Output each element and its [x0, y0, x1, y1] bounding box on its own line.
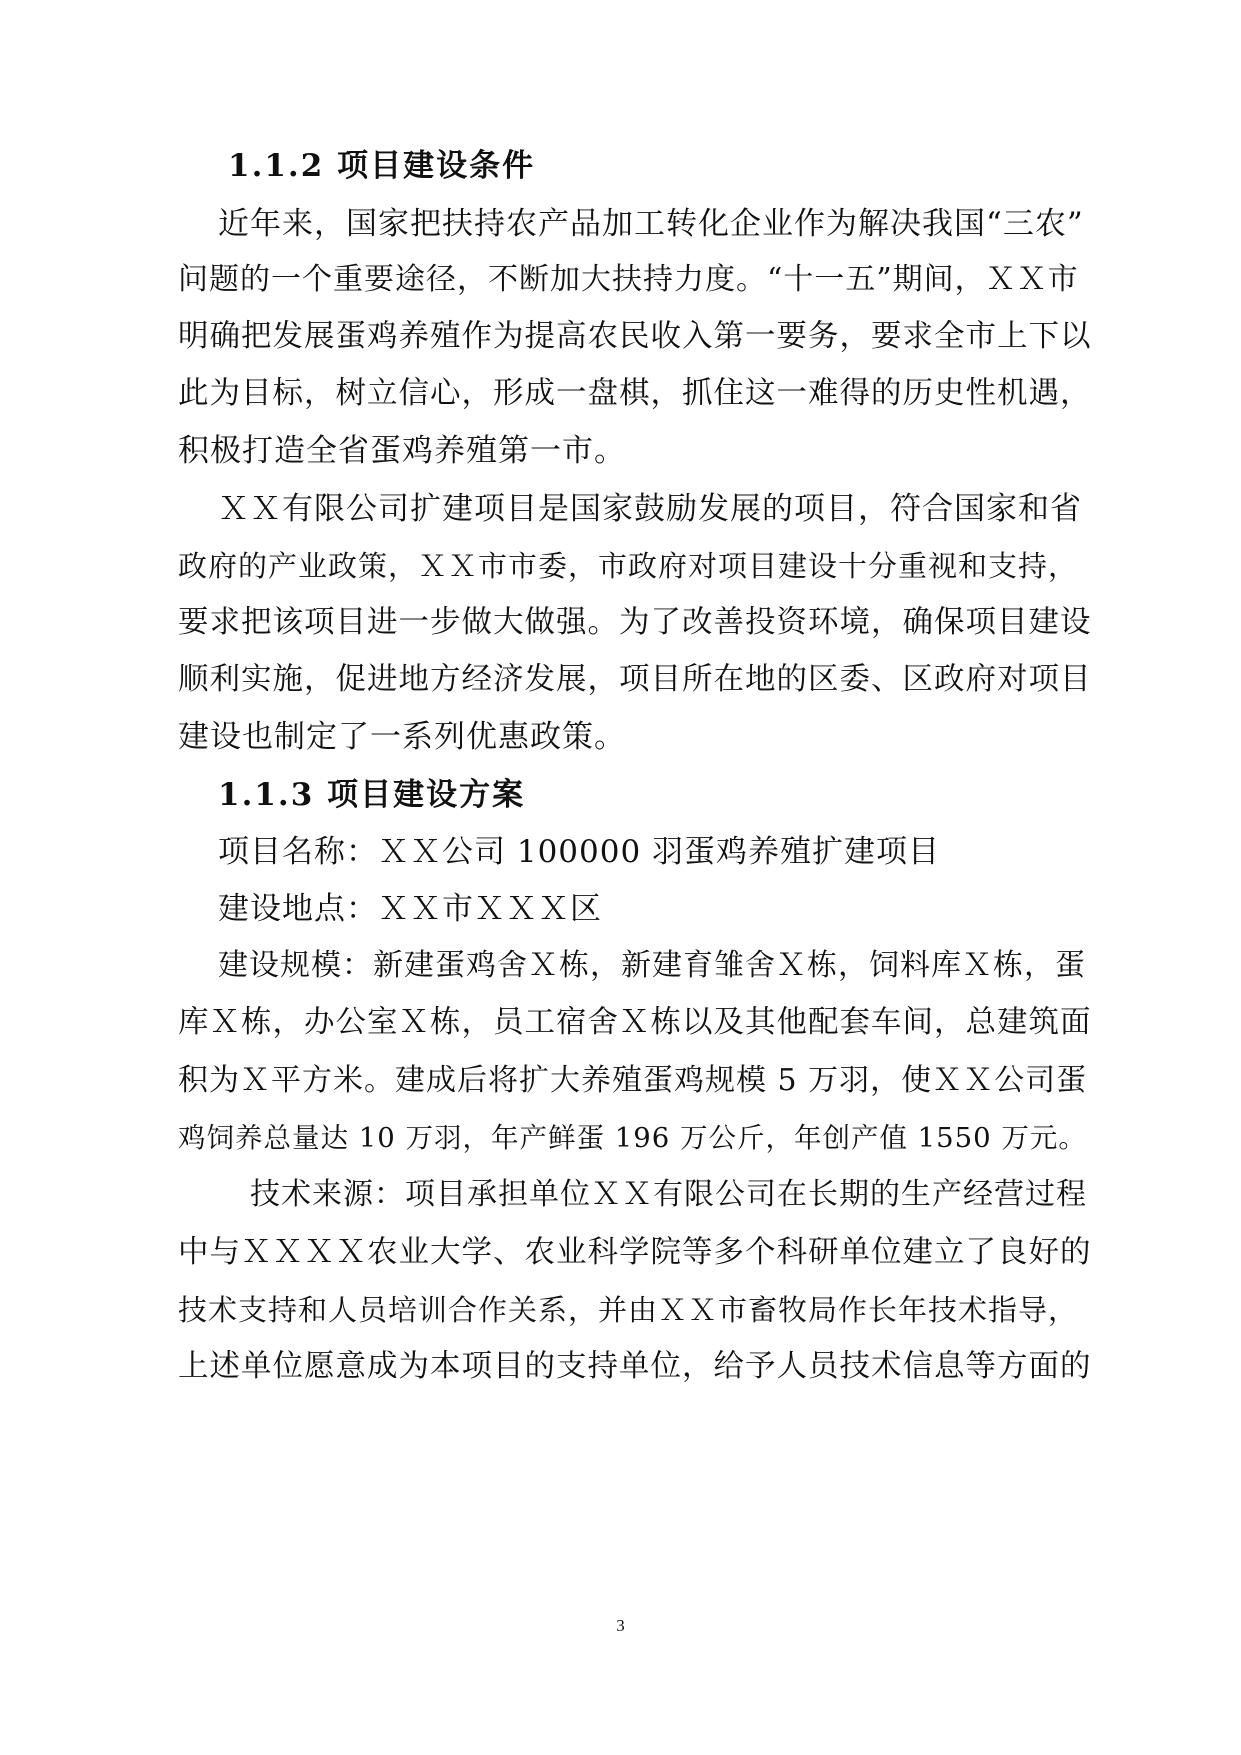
paragraph-line: 中与ＸＸＸＸ农业大学、农业科学院等多个科研单位建立了良好的	[178, 1235, 1092, 1270]
project-location-line: 建设地点：ＸＸ市ＸＸＸ区	[218, 891, 602, 927]
paragraph-line: 问题的一个重要途径，不断加大扶持力度。“十一五”期间，ＸＸ市	[178, 262, 1079, 297]
paragraph-line: 鸡饲养总量达 10 万羽，年产鲜蛋 196 万公斤，年创产值 1550 万元。	[178, 1122, 1087, 1154]
paragraph-line: 积为Ｘ平方米。建成后将扩大养殖蛋鸡规模 5 万羽，使ＸＸ公司蛋	[178, 1063, 1088, 1098]
section-heading-1-1-2: 1.1.2 项目建设条件	[228, 148, 536, 184]
paragraph-line: 此为目标，树立信心，形成一盘棋，抓住这一难得的历史性机遇，	[178, 376, 1092, 411]
paragraph-line: 建设规模：新建蛋鸡舍Ｘ栋，新建育雏舍Ｘ栋，饲料库Ｘ栋，蛋	[218, 948, 1086, 983]
paragraph-line: 积极打造全省蛋鸡养殖第一市。	[178, 433, 626, 469]
paragraph-line: 顺利实施，促进地方经济发展，项目所在地的区委、区政府对项目	[178, 662, 1092, 697]
paragraph-line: ＸＸ有限公司扩建项目是国家鼓励发展的项目，符合国家和省	[218, 491, 1082, 527]
paragraph-line: 明确把发展蛋鸡养殖作为提高农民收入第一要务，要求全市上下以	[178, 319, 1092, 354]
project-name-line: 项目名称：ＸＸ公司 100000 羽蛋鸡养殖扩建项目	[218, 834, 941, 870]
paragraph-line: 库Ｘ栋，办公室Ｘ栋，员工宿舍Ｘ栋以及其他配套车间，总建筑面	[178, 1005, 1092, 1040]
paragraph-line: 技术支持和人员培训合作关系，并由ＸＸ市畜牧局作长年技术指导，	[178, 1293, 1079, 1327]
paragraph-line: 要求把该项目进一步做大做强。为了改善投资环境，确保项目建设	[178, 605, 1092, 640]
paragraph-line: 上述单位愿意成为本项目的支持单位，给予人员技术信息等方面的	[178, 1349, 1092, 1384]
paragraph-line: 政府的产业政策，ＸＸ市市委，市政府对项目建设十分重视和支持，	[178, 549, 1079, 583]
paragraph-line: 技术来源：项目承担单位ＸＸ有限公司在长期的生产经营过程	[250, 1177, 1087, 1212]
paragraph-line: 建设也制定了一系列优惠政策。	[178, 719, 626, 755]
page-number: 3	[616, 1616, 625, 1635]
section-heading-1-1-3: 1.1.3 项目建设方案	[218, 777, 526, 813]
paragraph-line: 近年来，国家把扶持农产品加工转化企业作为解决我国“三农”	[218, 206, 1084, 242]
